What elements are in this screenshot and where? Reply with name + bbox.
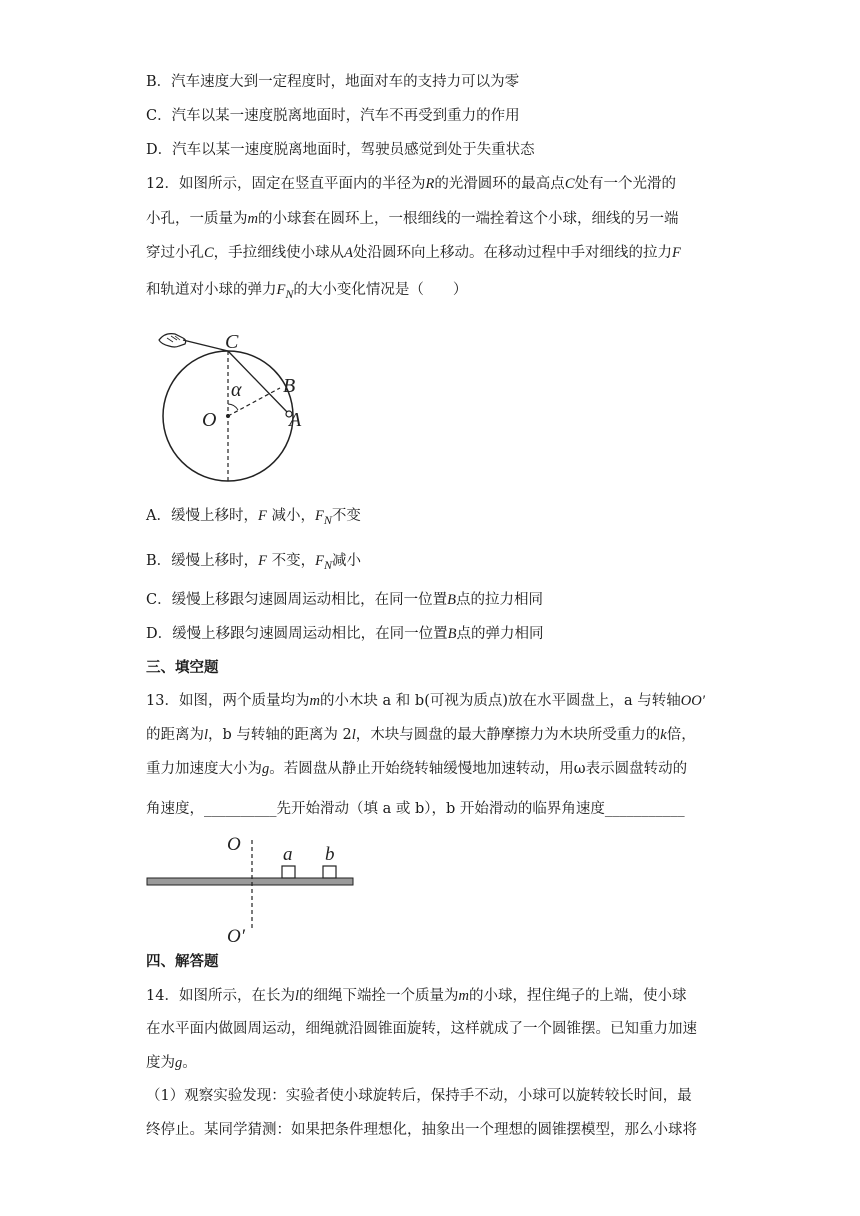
q13-stem-line-2: 的距离为l，b 与转轴的距离为 2l，木块与圆盘的最大静摩擦力为木块所受重力的k倍，	[146, 727, 696, 743]
q14-stem-line-1: 14．如图所示，在长为l的细绳下端拴一个质量为m的小球，捏住绳子的上端，使小球	[146, 988, 687, 1004]
q13-stem-line-3: 重力加速度大小为g。若圆盘从静止开始绕转轴缓慢地加速转动，用ω表示圆盘转动的	[146, 761, 688, 777]
q11-option-c: C．汽车以某一速度脱离地面时，汽车不再受到重力的作用	[146, 108, 520, 124]
q13-stem-line-4: 角速度，__________先开始滑动（填 a 或 b），b 开始滑动的临界角速度___________	[146, 801, 685, 817]
q12-circle-figure	[155, 326, 315, 482]
q11-option-d: D．汽车以某一速度脱离地面时，驾驶员感觉到处于失重状态	[146, 142, 535, 158]
q13-disk-figure	[145, 830, 360, 948]
hand-icon	[159, 334, 186, 347]
block-a	[282, 866, 295, 878]
label-c: C	[225, 331, 239, 353]
string-line	[183, 340, 228, 351]
disk-bar	[147, 878, 353, 885]
q12-stem-line-1: 12．如图所示，固定在竖直平面内的半径为R的光滑圆环的最高点C处有一个光滑的	[146, 176, 676, 192]
section-heading-solve: 四、解答题	[146, 954, 219, 970]
q14-stem-line-2: 在水平面内做圆周运动，细绳就沿圆锥面旋转，这样就成了一个圆锥摆。已知重力加速	[146, 1021, 697, 1037]
q12-option-a: A．缓慢上移时，F 减小，$F_N$不变	[146, 508, 361, 527]
q12-stem-line-4: 和轨道对小球的弹力$F_N$的大小变化情况是（ ）	[146, 282, 468, 301]
q14-stem-line-3: 度为g。	[146, 1055, 197, 1071]
label-block-a: a	[283, 844, 293, 865]
label-alpha: α	[231, 379, 242, 401]
q12-option-b: B．缓慢上移时，F 不变，$F_N$减小	[146, 553, 361, 572]
section-heading-fill-blank: 三、填空题	[146, 660, 219, 676]
q12-stem-line-2: 小孔，一质量为m的小球套在圆环上，一根细线的一端拴着这个小球，细线的另一端	[146, 211, 679, 227]
label-o: O	[202, 409, 217, 431]
label-o-prime: O′	[227, 926, 245, 947]
angle-arc	[228, 404, 238, 410]
label-o-top: O	[227, 834, 241, 855]
q11-option-b: B．汽车速度大到一定程度时，地面对车的支持力可以为零	[146, 74, 520, 90]
q13-stem-line-1: 13．如图，两个质量均为m的小木块 a 和 b(可视为质点)放在水平圆盘上，a 与转轴OO′	[146, 693, 705, 709]
q12-stem-line-3: 穿过小孔C，手拉细线使小球从A处沿圆环向上移动。在移动过程中手对细线的拉力F	[146, 245, 681, 261]
center-dot	[226, 414, 230, 418]
q14-part-1-line-1: （1）观察实验发现：实验者使小球旋转后，保持手不动，小球可以旋转较长时间，最	[146, 1088, 692, 1104]
label-a: A	[289, 409, 302, 431]
q12-option-c: C．缓慢上移跟匀速圆周运动相比，在同一位置B点的拉力相同	[146, 592, 543, 608]
q14-part-1-line-2: 终停止。某同学猜测：如果把条件理想化，抽象出一个理想的圆锥摆模型，那么小球将	[146, 1122, 697, 1138]
label-b: B	[283, 375, 296, 397]
label-block-b: b	[325, 844, 335, 865]
q12-option-d: D．缓慢上移跟匀速圆周运动相比，在同一位置B点的弹力相同	[146, 626, 544, 642]
block-b	[323, 866, 336, 878]
